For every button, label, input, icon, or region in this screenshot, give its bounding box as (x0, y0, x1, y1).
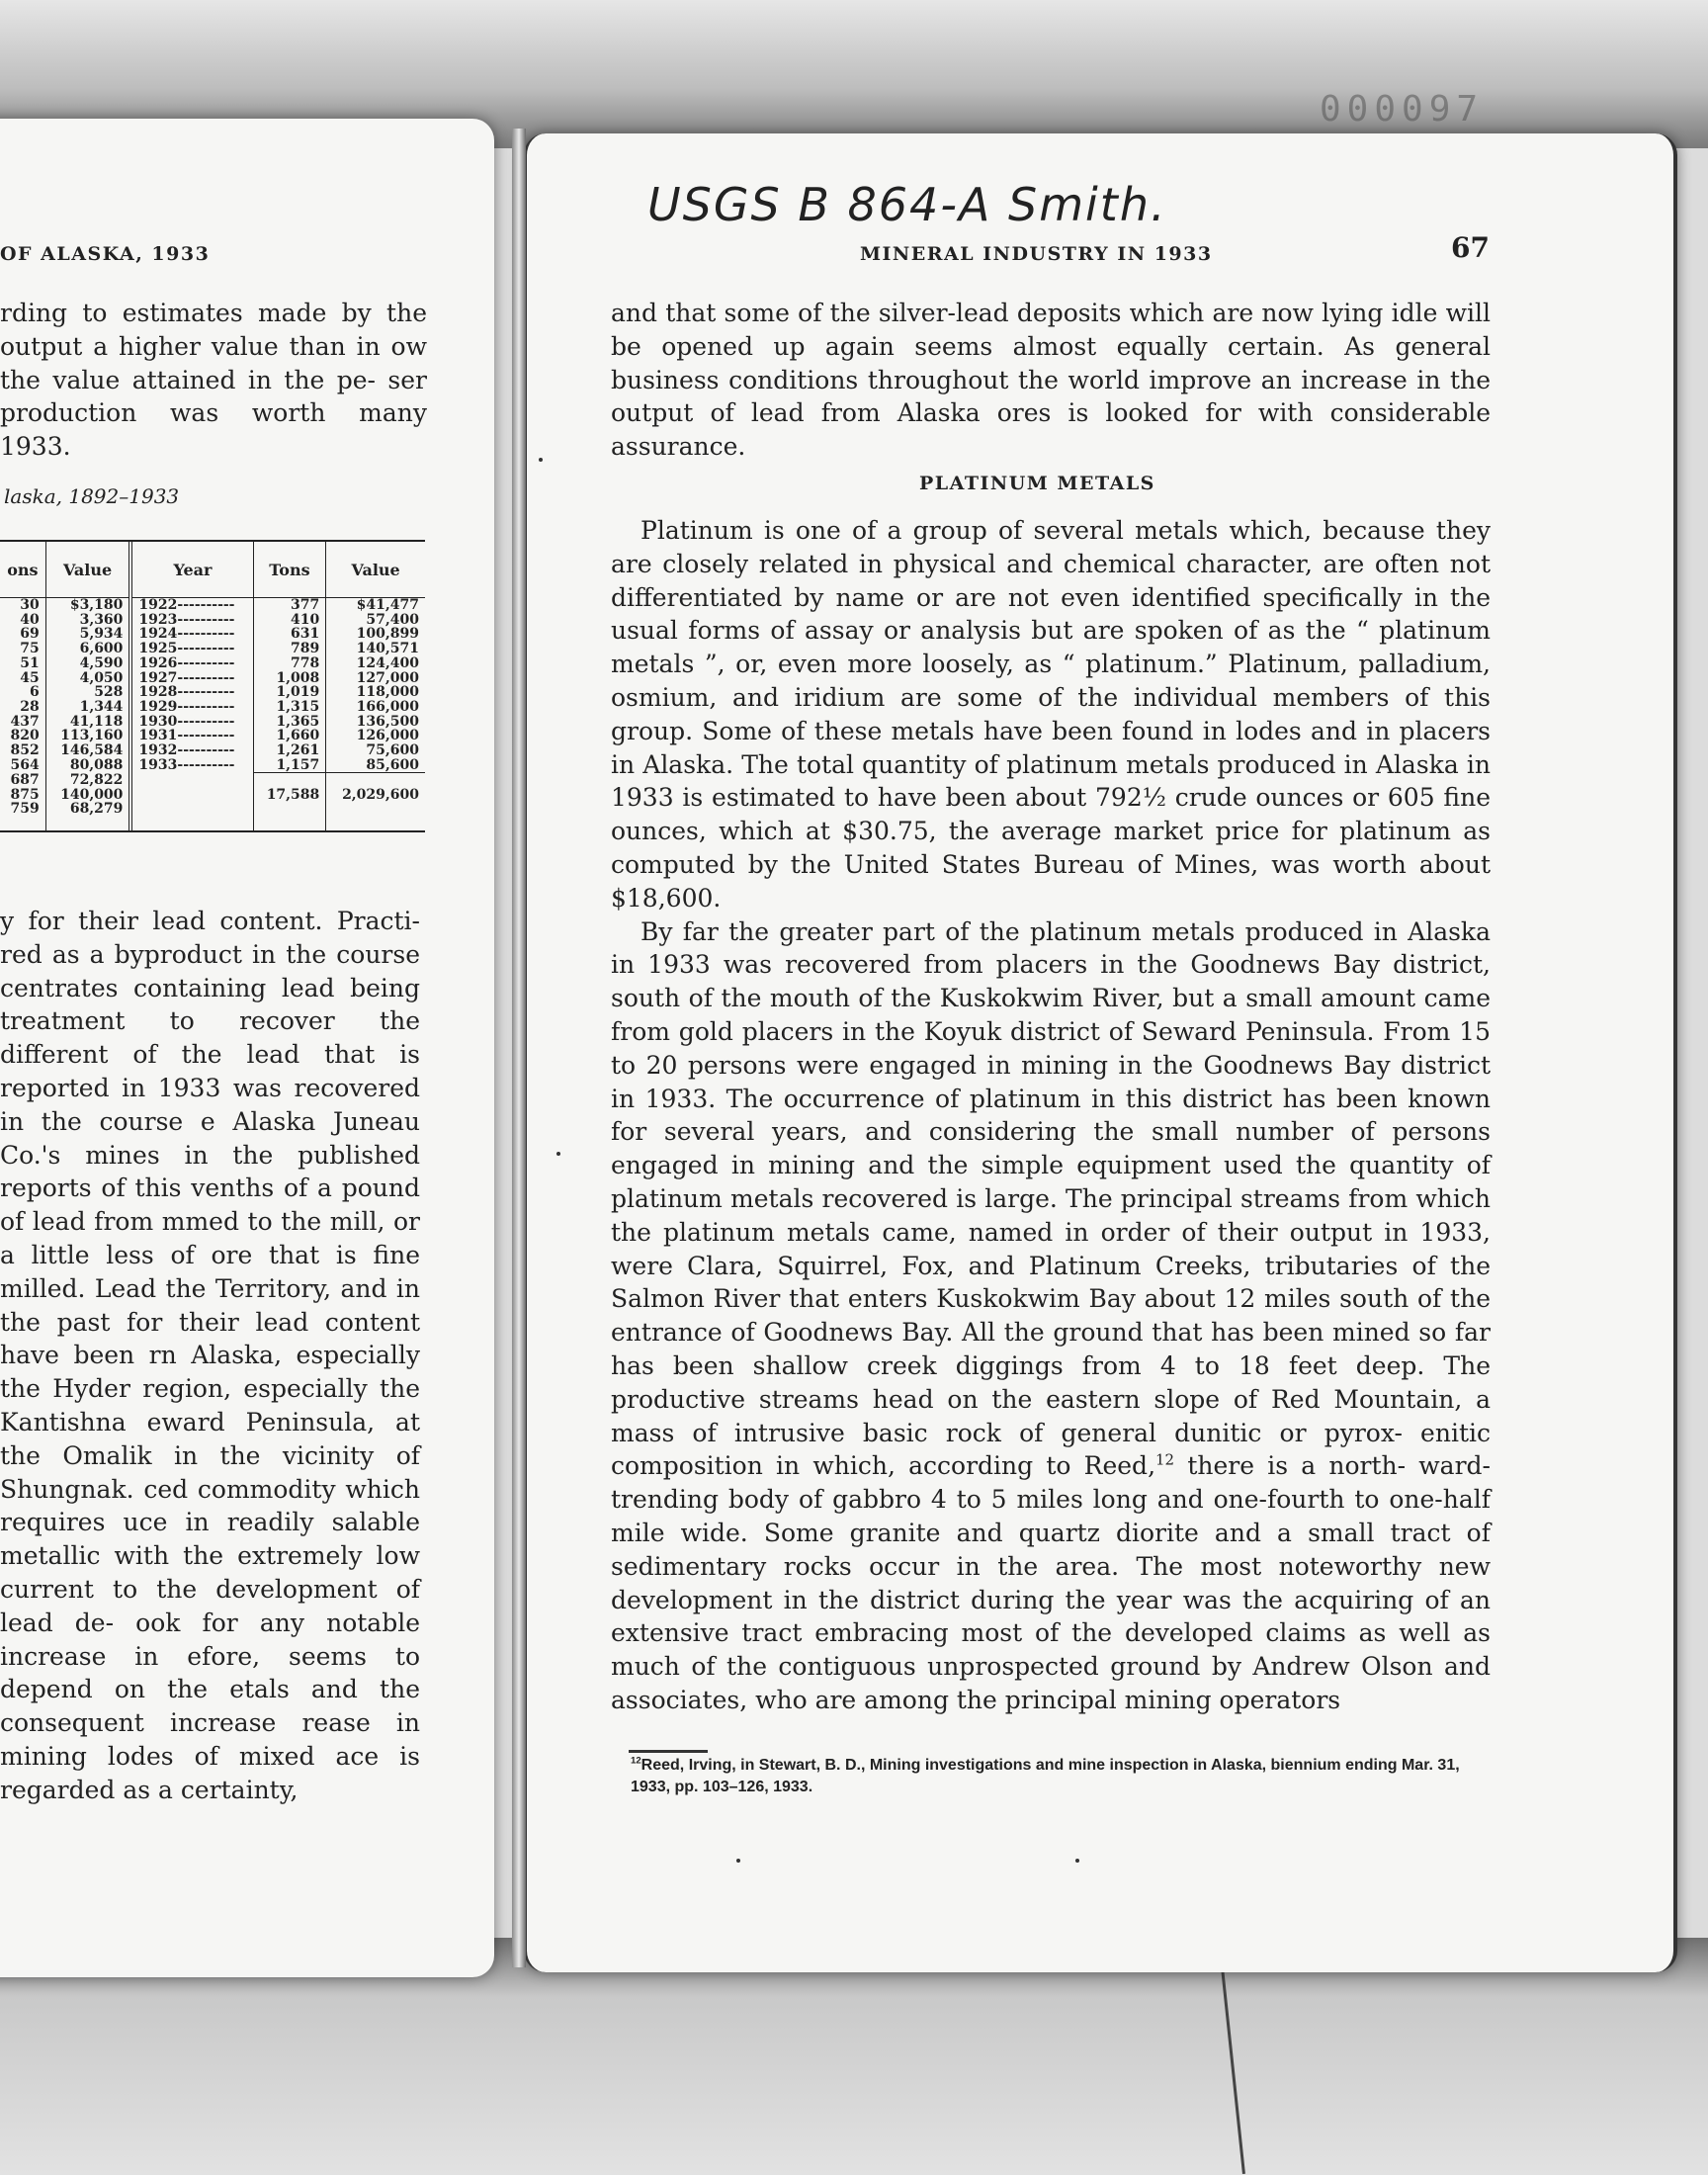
year-cell (130, 685, 253, 700)
tons-cell: 410 (253, 613, 326, 628)
tons-cell: 778 (253, 656, 326, 671)
left-paragraph-1 (0, 297, 427, 464)
paragraph-text: there is a north- ward-trending body of gabbro 4 to 5 miles long and one-fourth to one-half mile wide. Some granite and quartz diorite and a small tract of sedimentary rocks occur in the area. The most noteworthy new development in the district during the year was the acquiring of an extensive tract embracing most of the developed claims as well as much of the contiguous unprospected ground by Andrew Olson and associates, who are among the principal mining operators (611, 1451, 1491, 1714)
year-label: 1927 (138, 669, 178, 686)
value-cell: $41,477 (356, 597, 419, 613)
value-cell: 5,934 (45, 627, 130, 642)
value-cell: 68,279 (45, 802, 130, 817)
dot-leader: ---------- (177, 626, 235, 643)
dot-leader: ---------- (177, 756, 235, 773)
table-row (0, 598, 425, 613)
col-header-value-2: Value (326, 542, 425, 598)
year-label: 1932 (138, 742, 178, 759)
table-row (0, 729, 425, 743)
value-cell: 41,118 (45, 715, 130, 730)
value-cell: 140,571 (356, 641, 419, 657)
tons-cell: 1,157 (253, 758, 326, 773)
speck (736, 1859, 740, 1863)
tons-cell: 30 (0, 598, 45, 613)
tons-cell: 51 (0, 656, 45, 671)
spacer-cell (0, 817, 45, 830)
value-cell (326, 773, 425, 788)
year-label: 1922 (138, 597, 178, 613)
value-cell: 4,050 (45, 671, 130, 686)
tons-cell (253, 802, 326, 817)
dot-leader: ---------- (177, 611, 235, 628)
footnote-text: Reed, Irving, in Stewart, B. D., Mining investigations and mine inspection in Alaska, biennium ending Mar. 31, 1933, pp. 103–126, 1933. (631, 1757, 1460, 1795)
dot-leader: ---------- (177, 684, 235, 701)
value-cell: 85,600 (366, 756, 419, 773)
year-cell (130, 613, 253, 628)
speck (539, 458, 543, 462)
value-cell: 127,000 (356, 669, 419, 686)
tons-cell: 1,261 (253, 743, 326, 758)
page-number: 67 (1451, 231, 1490, 264)
table-row (0, 642, 425, 656)
dot-leader: ---------- (177, 742, 235, 759)
year-label: 1925 (138, 641, 178, 657)
col-header-tons-1: ons (0, 542, 45, 598)
year-label: 1923 (138, 611, 178, 628)
year-cell (130, 627, 253, 642)
year-cell (130, 598, 253, 613)
table-row (0, 700, 425, 715)
year-cell (130, 743, 253, 758)
tons-cell: 820 (0, 729, 45, 743)
table-row (0, 627, 425, 642)
value-cell: 166,000 (356, 698, 419, 715)
tons-cell: 687 (0, 773, 45, 788)
tons-cell: 631 (253, 627, 326, 642)
spacer-cell (326, 817, 425, 830)
year-label: 1926 (138, 654, 178, 671)
dot-leader: ---------- (177, 641, 235, 657)
value-cell: 75,600 (366, 742, 419, 759)
value-cell: 118,000 (356, 684, 419, 701)
table-row (0, 758, 425, 773)
table-header-row (0, 542, 425, 598)
year-label: 1924 (138, 626, 178, 643)
tons-cell: 564 (0, 758, 45, 773)
year-cell (130, 729, 253, 743)
col-header-year: Year (130, 542, 253, 598)
tons-cell: 45 (0, 671, 45, 686)
value-cell: 124,400 (356, 654, 419, 671)
value-cell: 126,000 (356, 728, 419, 744)
value-cell: 6,600 (45, 642, 130, 656)
paragraph-goodnews-bay (611, 915, 1491, 1717)
left-running-head: OF ALASKA, 1933 (0, 243, 211, 265)
right-running-head: MINERAL INDUSTRY IN 1933 (860, 243, 1213, 265)
tons-cell (253, 773, 326, 788)
value-cell: 72,822 (45, 773, 130, 788)
table-row (0, 773, 425, 788)
right-paragraph-1 (611, 297, 1491, 464)
year-cell (130, 773, 253, 788)
value-cell: 57,400 (366, 611, 419, 628)
table-row (0, 788, 425, 803)
dot-leader: ---------- (177, 669, 235, 686)
tons-cell: 875 (0, 788, 45, 803)
right-body (611, 514, 1491, 1717)
year-cell (130, 758, 253, 773)
tons-cell: 28 (0, 700, 45, 715)
value-cell: 4,590 (45, 656, 130, 671)
dot-leader: ---------- (177, 597, 235, 613)
tons-cell: 1,660 (253, 729, 326, 743)
footnote-reference[interactable]: 12 (1155, 1450, 1175, 1469)
footnote (631, 1755, 1500, 1798)
value-cell: 528 (45, 685, 130, 700)
spacer-cell (253, 817, 326, 830)
table-body (0, 598, 425, 831)
tons-cell: 75 (0, 642, 45, 656)
year-label: 1931 (138, 728, 178, 744)
tons-cell: 1,365 (253, 715, 326, 730)
tons-cell: 377 (253, 598, 326, 613)
tons-cell: 852 (0, 743, 45, 758)
section-title: PLATINUM METALS (919, 473, 1155, 494)
value-cell (326, 802, 425, 817)
value-cell: 140,000 (45, 788, 130, 803)
dot-leader: ---------- (177, 713, 235, 730)
value-cell: $3,180 (45, 598, 130, 613)
handwritten-annotation: USGS B 864-A Smith. (647, 178, 1167, 231)
footnote-divider (629, 1750, 708, 1753)
year-cell (130, 671, 253, 686)
table-row (0, 802, 425, 817)
table-row (0, 685, 425, 700)
tons-cell: 759 (0, 802, 45, 817)
year-cell (130, 802, 253, 817)
table-caption: laska, 1892–1933 (4, 484, 180, 508)
year-label: 1928 (138, 684, 178, 701)
table-row (0, 613, 425, 628)
year-label: 1930 (138, 713, 178, 730)
value-cell: 146,584 (45, 743, 130, 758)
value-cell: 1,344 (45, 700, 130, 715)
col-header-value-1: Value (45, 542, 130, 598)
document-stamp: 000097 (1320, 89, 1485, 130)
table-row (0, 743, 425, 758)
table-row (0, 715, 425, 730)
table-spacer-row (0, 817, 425, 830)
col-header-tons-2: Tons (253, 542, 326, 598)
year-cell (130, 700, 253, 715)
tons-cell: 437 (0, 715, 45, 730)
tons-cell: 789 (253, 642, 326, 656)
tons-cell: 1,008 (253, 671, 326, 686)
tons-cell: 40 (0, 613, 45, 628)
paragraph-text: By far the greater part of the platinum metals produced in Alaska in 1933 was recovered from placers in the Goodnews Bay district, south of the mouth of the Kuskokwim River, but a small amount came from gold placers in the Koyuk district of Seward Peninsula. From 15 to 20 persons were engaged in mining in the Goodnews Bay district in 1933. The occurrence of platinum in this district has been known for several years, and considering the small number of persons engaged in mining and the simple equipment used the quantity of platinum metals recovered is large. The principal streams from which the platinum metals came, named in order of their output in 1933, were Clara, Squirrel, Fox, and Platinum Creeks, tributaries of the Salmon River that enters Kuskokwim Bay about 12 miles south of the entrance of Goodnews Bay. All the ground that has been mined so far has been shallow creek diggings from 4 to 18 feet deep. The productive streams head on the eastern slope of Red Mountain, a mass of intrusive basic rock of general dunitic or pyrox- enitic composition in which, according to Reed, (611, 916, 1491, 1481)
year-cell (130, 656, 253, 671)
lead-production-table (0, 540, 425, 832)
year-label: 1929 (138, 698, 178, 715)
paragraph-text: and that some of the silver-lead deposits which are now lying idle will be opened up again seems almost equally certain. As general business conditions throughout the world improve an increase in the output of lead from Alaska ores is looked for with considerable assurance. (611, 299, 1491, 462)
dot-leader: ---------- (177, 698, 235, 715)
value-cell: 3,360 (45, 613, 130, 628)
tons-cell: 6 (0, 685, 45, 700)
total-value: 2,029,600 (342, 786, 419, 803)
paragraph-platinum-intro: Platinum is one of a group of several metals which, because they are closely related in physical and chemical character, are often not differentiated by name or are not even identified specifically in the usual forms of assay or analysis but are spoken of as the “ platinum metals ”, or, even more loosely, as “ platinum.” Platinum, palladium, osmium, and iridium are some of the individual members of this group. Some of these metals have been found in lodes and in placers in Alaska. The total quantity of platinum metals produced in Alaska in 1933 is estimated to have been about 792½ crude ounces or 605 fine ounces, which at $30.75, the average market price for platinum as computed by the United States Bureau of Mines, was worth about $18,600. (611, 516, 1491, 913)
total-tons: 17,588 (253, 788, 326, 803)
spacer-cell (130, 817, 253, 830)
footnote-number: 12 (631, 1755, 641, 1767)
year-cell (130, 715, 253, 730)
paragraph-text: rding to estimates made by the output a higher value than in ow the value attained in the pe- ser production was worth many 1933. (0, 299, 427, 462)
value-cell: 80,088 (45, 758, 130, 773)
dot-leader: ---------- (177, 728, 235, 744)
speck (1075, 1859, 1079, 1863)
table-row (0, 656, 425, 671)
tons-cell: 1,315 (253, 700, 326, 715)
year-cell (130, 788, 253, 803)
value-cell: 113,160 (45, 729, 130, 743)
left-paragraph-2 (0, 905, 420, 1807)
table-row (0, 671, 425, 686)
value-cell: 136,500 (356, 713, 419, 730)
dot-leader: ---------- (177, 654, 235, 671)
year-label: 1933 (138, 756, 178, 773)
tons-cell: 69 (0, 627, 45, 642)
paragraph-text: y for their lead content. Practi- red as a byproduct in the course centrates containing lead being treatment to recover the different of the lead that is reported in 1933 was recovered in the course e Alaska Juneau Co.'s mines in the published reports of this venths of a pound of lead from mmed to the mill, or a little less of ore that is fine milled. Lead the Territory, and in the past for their lead content have been rn Alaska, especially the Hyder region, especially the Kantishna eward Peninsula, at the Omalik in the vicinity of Shungnak. ced commodity which requires uce in readily salable metallic with the extremely low current to the development of lead de- ook for any notable increase in efore, seems to depend on the etals and the consequent increase rease in mining lodes of mixed ace is regarded as a certainty, (0, 907, 420, 1804)
spacer-cell (45, 817, 130, 830)
speck (556, 1152, 560, 1156)
value-cell: 100,899 (356, 626, 419, 643)
tons-cell: 1,019 (253, 685, 326, 700)
year-cell (130, 642, 253, 656)
book-gutter (512, 129, 526, 1967)
